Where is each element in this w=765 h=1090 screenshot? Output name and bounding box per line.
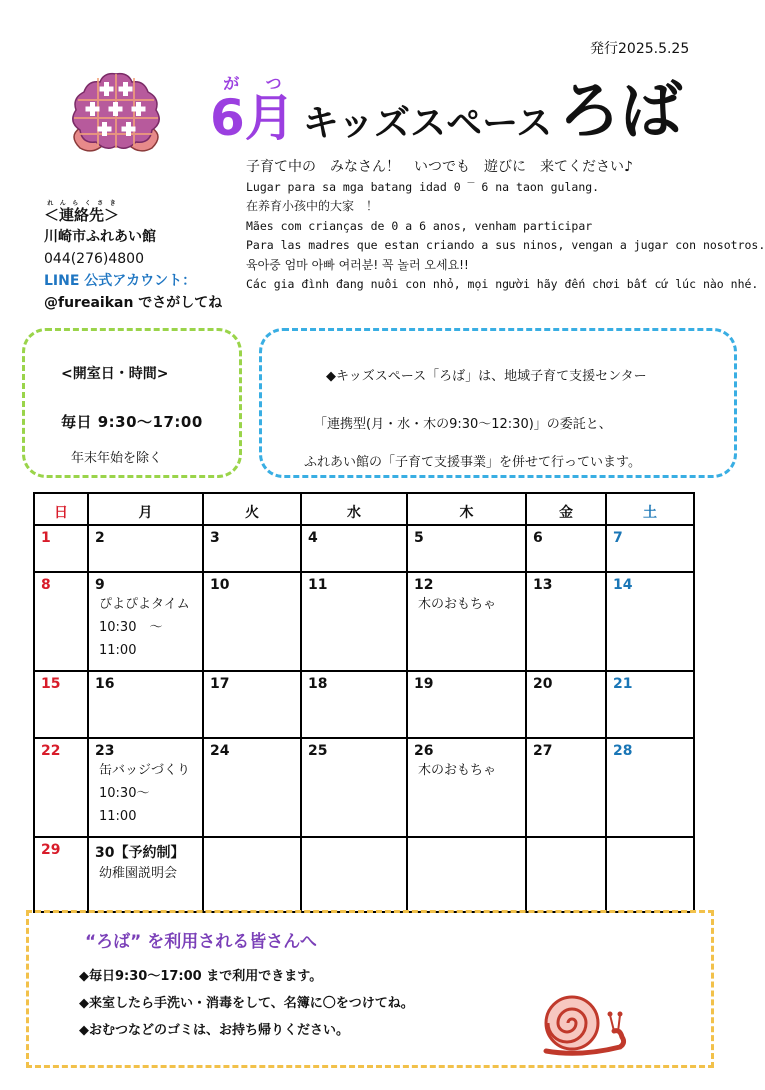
day-cell bbox=[203, 572, 301, 671]
day-number: 23 bbox=[95, 743, 115, 759]
day-number: 4 bbox=[308, 530, 318, 546]
day-cell bbox=[88, 572, 203, 671]
day-cell bbox=[34, 837, 88, 912]
info-line-1: ◆キッズスペース「ろば」は、地域子育て支援センター bbox=[326, 369, 647, 384]
day-number: 12 bbox=[414, 577, 434, 593]
day-cell bbox=[407, 738, 526, 837]
greeting-vietnamese: Các gia đình đang nuôi con nhỏ, mọi người hãy đến chơi bất cứ lúc nào nhé. bbox=[246, 277, 759, 291]
greeting-korean: 육아중 엄마 아빠 여러분! 꼭 놀러 오세요!! bbox=[246, 257, 469, 272]
event-wooden-toys bbox=[408, 759, 525, 782]
hours-title: <開室日・時間> bbox=[61, 366, 169, 382]
facility-name: 川崎市ふれあい館 bbox=[44, 229, 156, 245]
event-piyopiyo bbox=[89, 593, 202, 662]
day-number: 29 bbox=[41, 842, 61, 858]
day-number: 11 bbox=[308, 577, 328, 593]
day-number: 7 bbox=[613, 530, 623, 546]
day-number: 28 bbox=[613, 743, 633, 759]
roba-label: ろば bbox=[558, 74, 683, 147]
kids-space-label: キッズスペース bbox=[302, 103, 553, 144]
day-cell bbox=[34, 738, 88, 837]
event-title: ぴよぴよタイム bbox=[99, 597, 190, 612]
greeting-tagalog: Lugar para sa mga batang idad 0 ‾ 6 na taon gulang. bbox=[246, 179, 600, 194]
day-number: 16 bbox=[95, 676, 115, 692]
hours-box bbox=[22, 328, 242, 478]
day-number: 21 bbox=[613, 676, 633, 692]
weekday-header: 水 bbox=[301, 493, 407, 525]
day-cell bbox=[88, 525, 203, 572]
notice-item: ◆来室したら手洗い・消毒をして、名簿に〇をつけてね。 bbox=[79, 996, 414, 1011]
day-number: 26 bbox=[414, 743, 434, 759]
greeting-spanish: Para las madres que estan criando a sus ninos, vengan a jugar con nosotros. bbox=[246, 238, 765, 252]
day-cell bbox=[606, 671, 694, 738]
calendar-week bbox=[34, 738, 694, 837]
day-cell bbox=[301, 671, 407, 738]
calendar-week bbox=[34, 525, 694, 572]
greeting-block bbox=[246, 158, 765, 295]
month-label: 6月がつ bbox=[210, 74, 295, 147]
weekday-header: 木 bbox=[407, 493, 526, 525]
event-wooden-toys bbox=[408, 593, 525, 616]
day-cell bbox=[203, 525, 301, 572]
event-time-end: 11:00 bbox=[99, 643, 137, 658]
info-box bbox=[259, 328, 737, 478]
day-cell bbox=[88, 738, 203, 837]
hours-note: 年末年始を除く bbox=[71, 451, 163, 466]
snail-illustration bbox=[540, 985, 630, 1060]
weekday-header: 日 bbox=[34, 493, 88, 525]
day-number: 17 bbox=[210, 676, 230, 692]
issued-date: 発行2025.5.25 bbox=[590, 41, 690, 57]
event-kindergarten-briefing bbox=[89, 862, 202, 885]
day-cell bbox=[34, 525, 88, 572]
day-cell bbox=[606, 837, 694, 912]
notice-item: ◆毎日9:30～17:00 まで利用できます。 bbox=[79, 969, 323, 984]
event-title: 幼稚園説明会 bbox=[99, 866, 178, 881]
calendar-week bbox=[34, 671, 694, 738]
greeting-chinese: 在养育小孩中的大家 ！ bbox=[246, 199, 379, 213]
phone-number[interactable]: 044(276)4800 bbox=[44, 251, 144, 267]
info-line-3: ふれあい館の「子育て支援事業」を併せて行っています。 bbox=[304, 455, 641, 470]
event-title: 缶バッジづくり bbox=[99, 763, 191, 778]
day-number: 30【予約制】 bbox=[95, 845, 185, 861]
event-title: 木のおもちゃ bbox=[418, 763, 497, 778]
day-cell bbox=[526, 738, 606, 837]
contact-block bbox=[44, 200, 244, 314]
weekday-header: 火 bbox=[203, 493, 301, 525]
calendar-week bbox=[34, 572, 694, 671]
hours-value: 毎日 9:30～17:00 bbox=[61, 413, 203, 431]
greeting-japanese: 子育て中の みなさん！ いつでも 遊びに 来てください♪ bbox=[246, 159, 633, 175]
day-cell bbox=[407, 837, 526, 912]
day-cell bbox=[203, 671, 301, 738]
info-line-2: 「連携型(月・水・木の9:30～12:30)」の委託と、 bbox=[314, 417, 612, 432]
day-number: 22 bbox=[41, 743, 61, 759]
calendar-header-row bbox=[34, 493, 694, 525]
page-title bbox=[210, 70, 682, 150]
event-badge-making bbox=[89, 759, 202, 828]
day-cell bbox=[526, 572, 606, 671]
calendar-week bbox=[34, 837, 694, 912]
day-cell bbox=[407, 671, 526, 738]
weekday-header: 月 bbox=[88, 493, 203, 525]
day-number: 18 bbox=[308, 676, 328, 692]
greeting-portuguese: Mães com crianças de 0 a 6 anos, venham participar bbox=[246, 218, 593, 233]
day-cell bbox=[407, 525, 526, 572]
day-number: 8 bbox=[41, 577, 51, 593]
day-number: 25 bbox=[308, 743, 328, 759]
day-number: 14 bbox=[613, 577, 633, 593]
calendar-table bbox=[33, 492, 695, 913]
day-cell bbox=[301, 572, 407, 671]
day-cell bbox=[203, 738, 301, 837]
contact-heading: ＜連絡先＞れんらくさき bbox=[44, 200, 120, 224]
day-number: 6 bbox=[533, 530, 543, 546]
day-cell bbox=[88, 671, 203, 738]
event-title: 木のおもちゃ bbox=[418, 597, 497, 612]
day-number: 15 bbox=[41, 676, 61, 692]
day-cell bbox=[526, 525, 606, 572]
day-cell bbox=[526, 837, 606, 912]
event-time-end: 11:00 bbox=[99, 809, 137, 824]
day-cell bbox=[301, 525, 407, 572]
day-number: 2 bbox=[95, 530, 105, 546]
day-number: 5 bbox=[414, 530, 424, 546]
day-number: 19 bbox=[414, 676, 434, 692]
day-number: 1 bbox=[41, 530, 51, 546]
day-cell bbox=[301, 837, 407, 912]
day-number: 9 bbox=[95, 577, 105, 593]
day-cell bbox=[606, 572, 694, 671]
line-account-id[interactable]: @fureaikan でさがしてね bbox=[44, 295, 223, 311]
day-cell bbox=[407, 572, 526, 671]
day-number: 24 bbox=[210, 743, 230, 759]
day-cell bbox=[526, 671, 606, 738]
day-cell bbox=[606, 525, 694, 572]
day-number: 27 bbox=[533, 743, 553, 759]
notice-item: ◆おむつなどのゴミは、お持ち帰りください。 bbox=[79, 1023, 349, 1038]
weekday-header: 金 bbox=[526, 493, 606, 525]
hydrangea-logo bbox=[66, 70, 166, 165]
event-time-start: 10:30～ bbox=[99, 786, 150, 801]
weekday-header: 土 bbox=[606, 493, 694, 525]
day-cell bbox=[606, 738, 694, 837]
day-number: 20 bbox=[533, 676, 553, 692]
day-cell bbox=[34, 671, 88, 738]
line-account-label: LINE 公式アカウント： bbox=[44, 273, 197, 289]
day-cell bbox=[34, 572, 88, 671]
day-cell bbox=[203, 837, 301, 912]
day-number: 13 bbox=[533, 577, 553, 593]
day-number: 10 bbox=[210, 577, 230, 593]
notice-title: “ろば” を利用される皆さんへ bbox=[85, 932, 317, 952]
event-time-start: 10:30 ～ bbox=[99, 620, 163, 635]
day-cell bbox=[301, 738, 407, 837]
day-number: 3 bbox=[210, 530, 220, 546]
day-cell bbox=[88, 837, 203, 912]
